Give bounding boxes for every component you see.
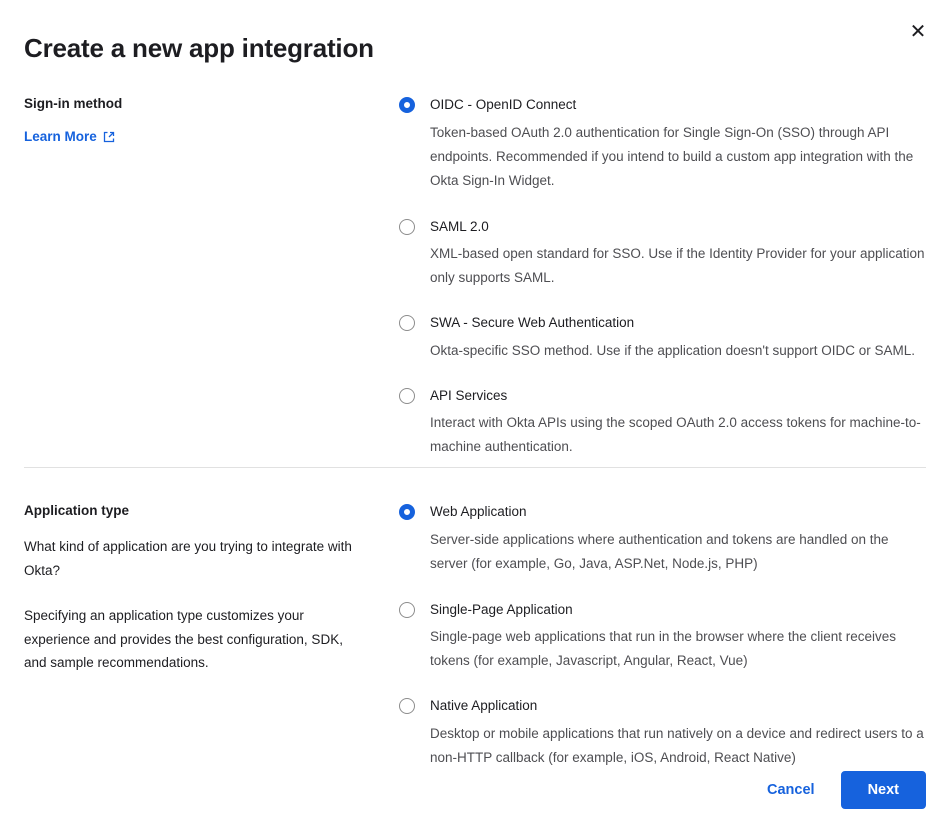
external-link-icon	[103, 131, 115, 143]
radio-swa[interactable]	[399, 315, 415, 331]
radio-native-application[interactable]	[399, 698, 415, 714]
next-button[interactable]: Next	[841, 771, 926, 809]
application-type-heading: Application type	[24, 503, 130, 518]
option-oidc-description: Token-based OAuth 2.0 authentication for Single Sign-On (SSO) through API endpoints. Recommended if you intend to build a custom app integration with the Okta Sign-In Widget.	[430, 124, 914, 188]
option-swa[interactable]	[399, 313, 926, 363]
option-single-page-application-description: Single-page web applications that run in the browser where the client receives tokens (for example, Javascript, Angular, React, Vue)	[430, 629, 897, 669]
option-single-page-application-title: Single-Page Application	[430, 601, 573, 617]
option-api-services-title: API Services	[430, 387, 508, 403]
option-oidc-title: OIDC - OpenID Connect	[430, 97, 577, 112]
section-divider	[24, 467, 926, 468]
application-type-options	[399, 502, 926, 770]
signin-method-left	[24, 95, 384, 146]
option-single-page-application[interactable]	[399, 600, 926, 674]
signin-method-options	[399, 95, 926, 459]
page-title: Create a new app integration	[24, 33, 374, 63]
signin-method-heading: Sign-in method	[24, 96, 123, 111]
option-web-application-title: Web Application	[430, 504, 527, 519]
option-web-application[interactable]	[399, 502, 926, 576]
option-saml[interactable]	[399, 217, 926, 291]
option-native-application-title: Native Application	[430, 698, 538, 714]
option-saml-description: XML-based open standard for SSO. Use if the Identity Provider for your application only supports SAML.	[430, 246, 925, 286]
learn-more-label: Learn More	[24, 128, 97, 144]
application-type-left	[24, 502, 384, 697]
application-type-section	[24, 502, 926, 765]
option-oidc[interactable]	[399, 95, 926, 193]
option-native-application-description: Desktop or mobile applications that run natively on a device and redirect users to a non-HTTP callback (for example, iOS, Android, React Native)	[430, 725, 924, 765]
radio-saml[interactable]	[399, 219, 415, 235]
option-swa-description: Okta-specific SSO method. Use if the application doesn't support OIDC or SAML.	[430, 342, 916, 358]
signin-method-section	[24, 95, 926, 455]
radio-single-page-application[interactable]	[399, 602, 415, 618]
radio-oidc[interactable]	[399, 97, 415, 113]
option-swa-title: SWA - Secure Web Authentication	[430, 315, 635, 331]
cancel-button[interactable]: Cancel	[763, 774, 819, 806]
application-type-paragraph-1: What kind of application are you trying to integrate with Okta?	[24, 538, 352, 578]
dialog-footer	[24, 771, 926, 809]
application-type-paragraph-2: Specifying an application type customizes your experience and provides the best configuration, SDK, and sample recommendations.	[24, 608, 343, 671]
radio-web-application[interactable]	[399, 504, 415, 520]
close-icon[interactable]: ✕	[902, 16, 934, 48]
option-native-application[interactable]	[399, 696, 926, 770]
radio-api-services[interactable]	[399, 388, 415, 404]
option-api-services[interactable]	[399, 386, 926, 460]
option-api-services-description: Interact with Okta APIs using the scoped OAuth 2.0 access tokens for machine-to-machine authentication.	[430, 415, 921, 455]
learn-more-link[interactable]	[24, 129, 115, 144]
option-web-application-description: Server-side applications where authentication and tokens are handled on the server (for example, Go, Java, ASP.Net, Node.js, PHP)	[430, 531, 889, 571]
option-saml-title: SAML 2.0	[430, 218, 489, 234]
